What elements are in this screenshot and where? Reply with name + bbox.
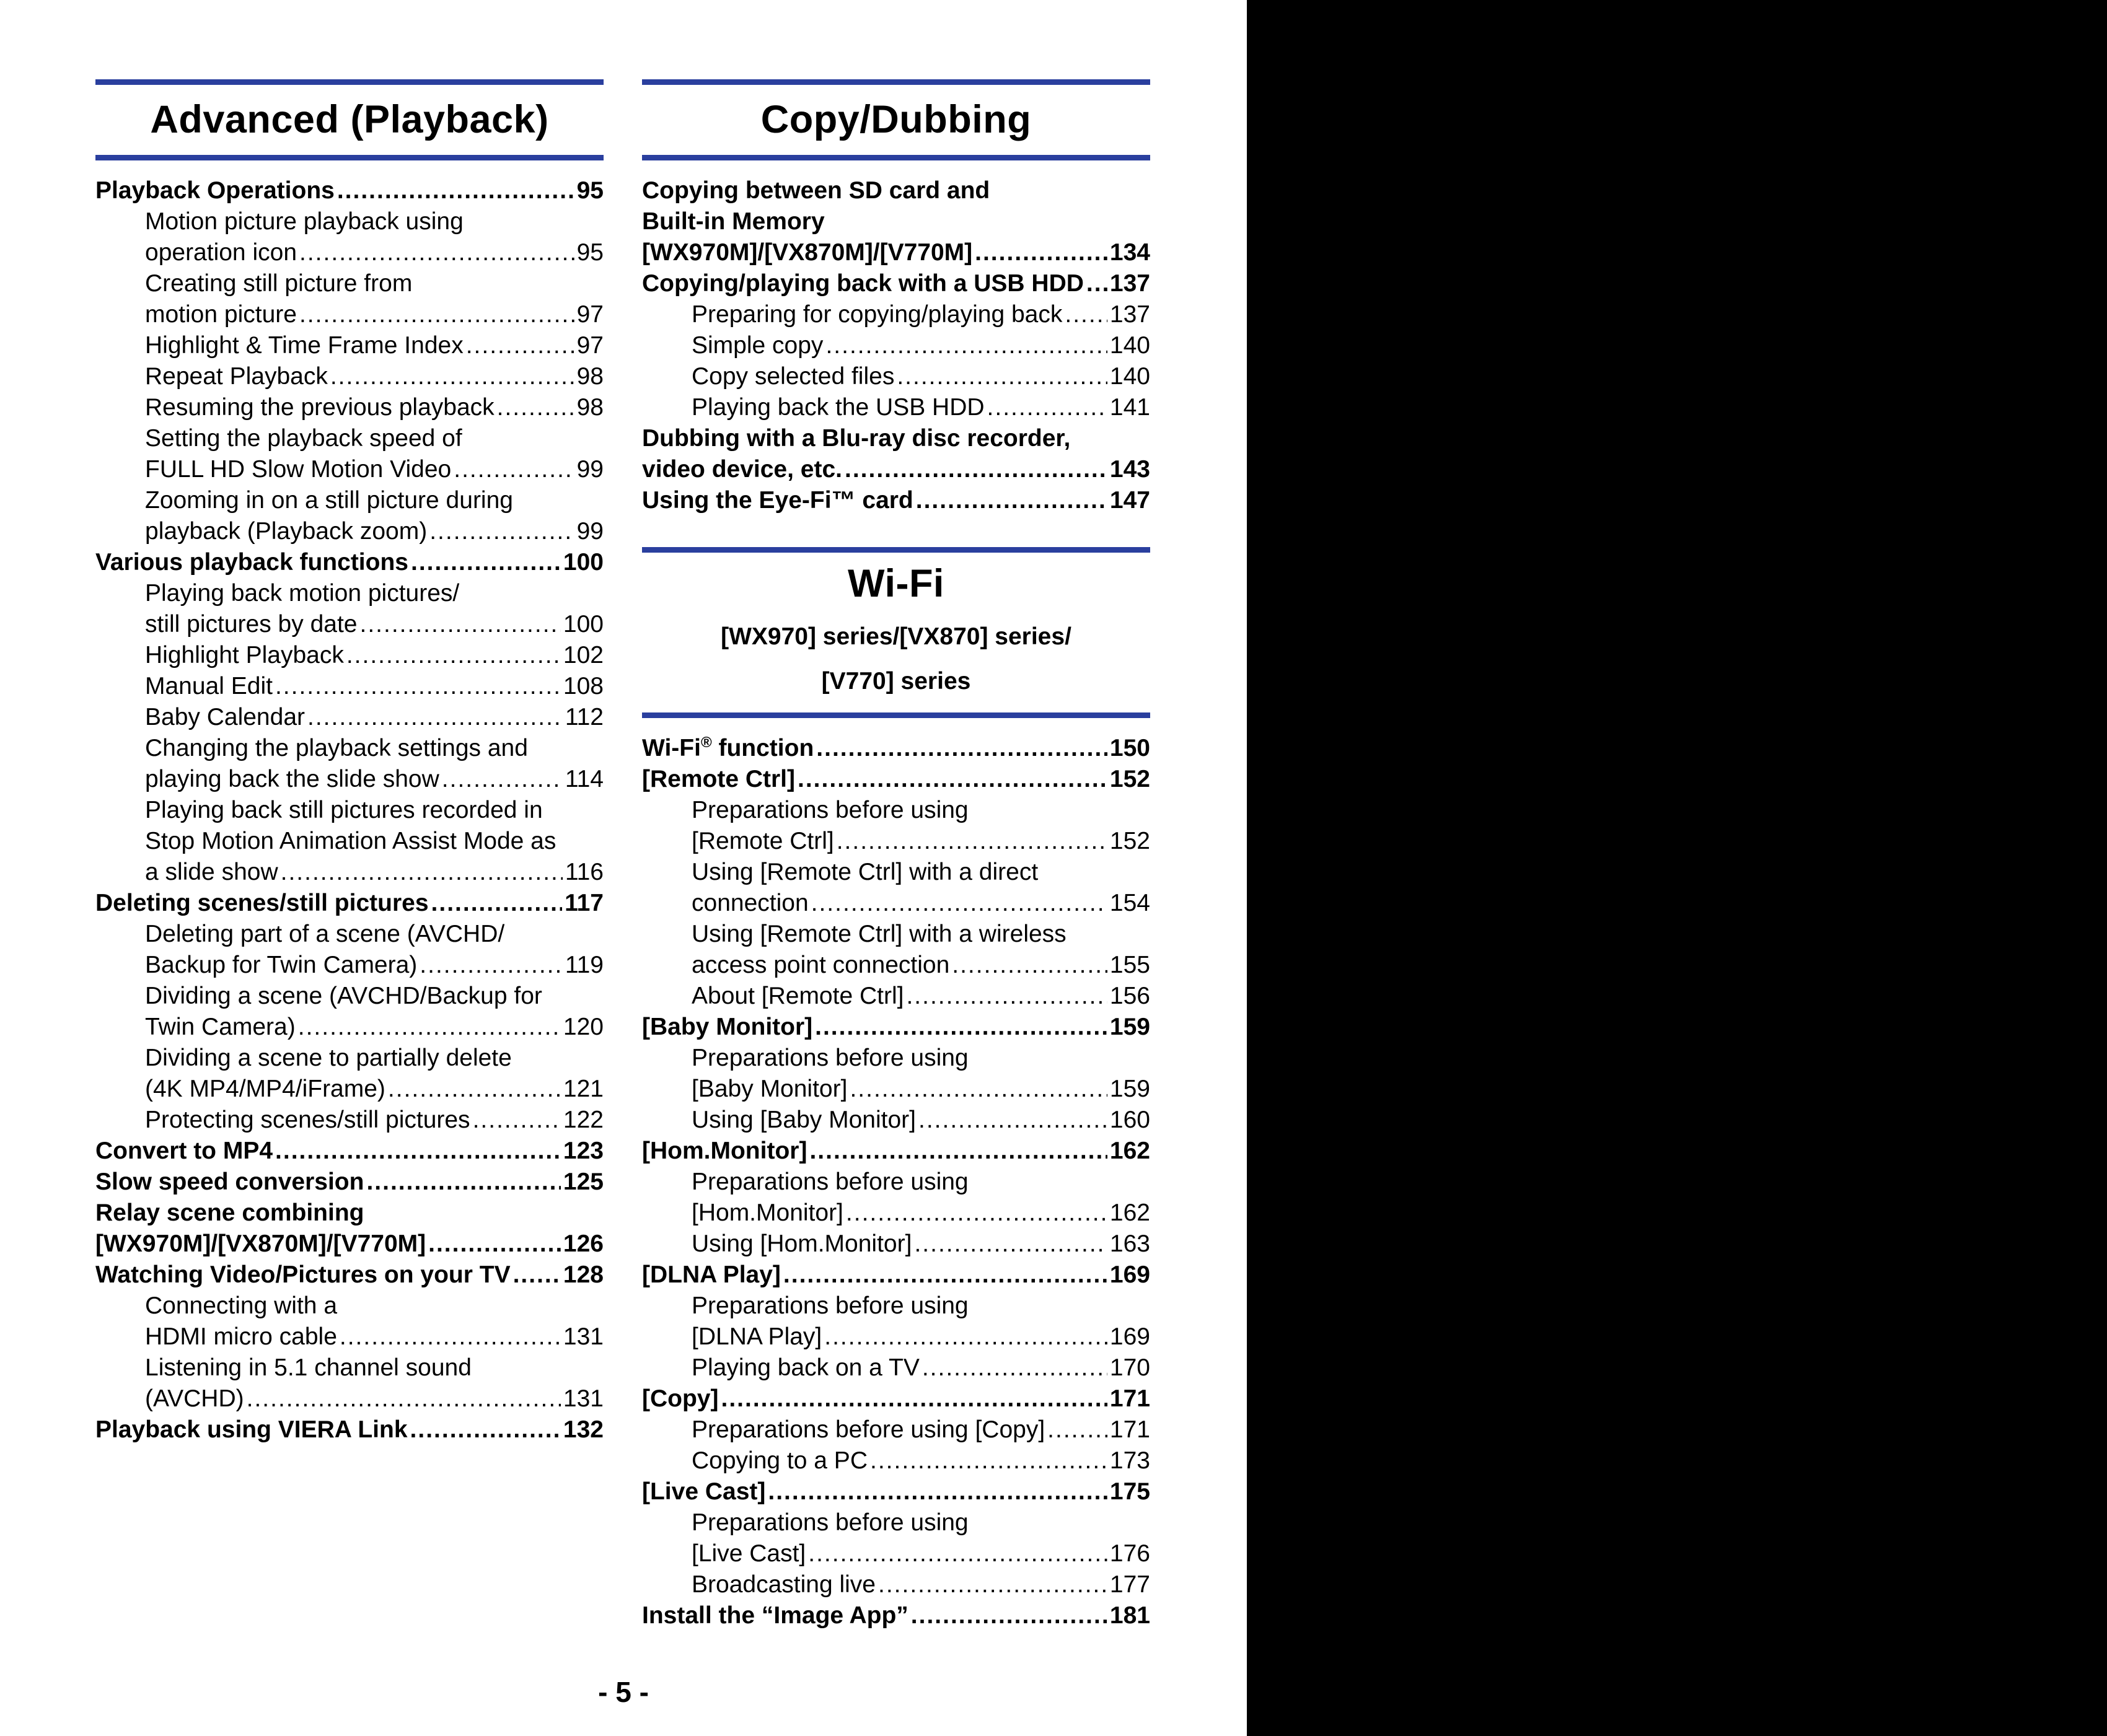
toc-entry-text-line: Dividing a scene to partially delete bbox=[145, 1045, 512, 1071]
dot-leader bbox=[346, 640, 561, 671]
toc-entry-label: [Hom.Monitor] bbox=[692, 1199, 843, 1226]
toc-entry-label: [Baby Monitor] bbox=[642, 1014, 813, 1040]
toc-heading-entry[interactable] bbox=[95, 1167, 604, 1198]
toc-subentry[interactable] bbox=[642, 1322, 1150, 1352]
header-rule-bottom bbox=[95, 155, 604, 160]
page-number: - 5 - bbox=[598, 1676, 649, 1708]
toc-entry-label: Install the “Image App” bbox=[642, 1602, 908, 1629]
toc-page-number: 170 bbox=[1109, 1354, 1150, 1381]
toc-page-number: 132 bbox=[563, 1416, 604, 1443]
dot-leader bbox=[916, 485, 1107, 516]
toc-page-number: 140 bbox=[1109, 363, 1150, 390]
dot-leader bbox=[825, 330, 1107, 361]
dot-leader bbox=[411, 547, 561, 578]
toc-page-number: 173 bbox=[1109, 1447, 1150, 1474]
toc-entry-label: Broadcasting live bbox=[692, 1571, 876, 1598]
dot-leader bbox=[298, 1012, 561, 1043]
dot-leader bbox=[299, 237, 574, 268]
dot-leader bbox=[247, 1383, 561, 1414]
toc-entry-label: Resuming the previous playback bbox=[145, 394, 495, 421]
toc-page-number: 141 bbox=[1109, 394, 1150, 421]
toc-subentry[interactable] bbox=[642, 1074, 1150, 1105]
dot-leader bbox=[330, 361, 574, 392]
toc-entry-label: [Live Cast] bbox=[692, 1540, 806, 1567]
dot-leader bbox=[497, 392, 574, 423]
toc-entry-text-line: Playing back motion pictures/ bbox=[145, 580, 460, 607]
toc-heading-entry[interactable] bbox=[642, 1136, 1150, 1167]
toc-entry-text-line: Changing the playback settings and bbox=[145, 735, 528, 761]
toc-subentry[interactable] bbox=[642, 1445, 1150, 1476]
toc-entry-label: Protecting scenes/still pictures bbox=[145, 1107, 470, 1133]
dot-leader bbox=[911, 1600, 1107, 1631]
dot-leader bbox=[870, 1445, 1107, 1476]
toc-subentry[interactable] bbox=[95, 454, 604, 485]
toc-subentry[interactable] bbox=[95, 764, 604, 795]
toc-page-number: 131 bbox=[563, 1323, 604, 1350]
toc-subentry[interactable] bbox=[642, 950, 1150, 981]
toc-page-number: 126 bbox=[563, 1230, 604, 1257]
dot-leader bbox=[808, 1538, 1107, 1569]
toc-page-number: 122 bbox=[563, 1107, 604, 1133]
toc-entry-label: Various playback functions bbox=[95, 549, 408, 576]
dot-leader bbox=[721, 1383, 1107, 1414]
toc-page-number: 143 bbox=[1109, 456, 1150, 483]
toc-subentry[interactable] bbox=[95, 640, 604, 671]
toc-entry-text-line: Connecting with a bbox=[145, 1292, 338, 1319]
dot-leader bbox=[809, 1136, 1107, 1167]
dot-leader bbox=[824, 1322, 1107, 1352]
toc-entry-label: (AVCHD) bbox=[145, 1385, 244, 1412]
dot-leader bbox=[815, 1012, 1107, 1043]
toc-entry-label: Playing back on a TV bbox=[692, 1354, 920, 1381]
toc-entry-label: Backup for Twin Camera) bbox=[145, 952, 418, 978]
toc-page-number: 102 bbox=[563, 642, 604, 669]
dot-leader bbox=[811, 888, 1107, 919]
toc-page-number: 154 bbox=[1109, 890, 1150, 916]
toc-page-number: 152 bbox=[1109, 766, 1150, 792]
toc-page-number: 121 bbox=[563, 1076, 604, 1102]
toc-heading-entry[interactable] bbox=[642, 1260, 1150, 1291]
toc-page-number: 114 bbox=[565, 766, 604, 792]
dot-leader bbox=[513, 1260, 561, 1291]
toc-page-number: 176 bbox=[1109, 1540, 1150, 1567]
toc-subentry[interactable] bbox=[642, 392, 1150, 423]
dot-leader bbox=[846, 1198, 1107, 1229]
header-rule-top bbox=[642, 547, 1150, 553]
header-rule-top bbox=[95, 79, 604, 85]
toc-entry-label: [Baby Monitor] bbox=[692, 1076, 848, 1102]
header-rule-bottom bbox=[642, 712, 1150, 718]
toc-entry-text-line: Deleting part of a scene (AVCHD/ bbox=[145, 921, 505, 947]
dot-leader bbox=[1086, 268, 1107, 299]
copy-dubbing-header bbox=[642, 79, 1150, 160]
dot-leader bbox=[914, 1229, 1107, 1260]
dot-leader bbox=[360, 609, 561, 640]
toc-subentry[interactable] bbox=[95, 1012, 604, 1043]
toc-entry-text-line: Preparations before using bbox=[692, 1168, 969, 1195]
dot-leader bbox=[783, 1260, 1107, 1291]
dot-leader bbox=[878, 1569, 1107, 1600]
toc-page-number: 171 bbox=[1109, 1385, 1150, 1412]
toc-entry-label: [WX970M]/[VX870M]/[V770M] bbox=[95, 1230, 426, 1257]
toc-entry-label: Playback using VIERA Link bbox=[95, 1416, 408, 1443]
dot-leader bbox=[816, 733, 1107, 764]
toc-entry-text-line: Preparations before using bbox=[692, 797, 969, 823]
toc-heading-entry[interactable] bbox=[642, 1383, 1150, 1414]
toc-entry-text-line: Dividing a scene (AVCHD/Backup for bbox=[145, 983, 542, 1009]
toc-entry-wifi-function[interactable] bbox=[642, 733, 1150, 764]
toc-entry-label: Using the Eye-Fi™ card bbox=[642, 487, 913, 514]
toc-entry-label: Manual Edit bbox=[145, 673, 273, 699]
toc-page-number: 120 bbox=[563, 1014, 604, 1040]
dot-leader bbox=[466, 330, 574, 361]
toc-subentry[interactable] bbox=[95, 392, 604, 423]
toc-entry-label: Playback Operations bbox=[95, 177, 335, 204]
toc-entry-label: Copy selected files bbox=[692, 363, 895, 390]
dot-leader bbox=[429, 516, 574, 547]
toc-entry-label: playing back the slide show bbox=[145, 766, 439, 792]
toc-entry-text-line: Preparations before using bbox=[692, 1045, 969, 1071]
dot-leader bbox=[388, 1074, 561, 1105]
toc-page-number: 119 bbox=[565, 952, 604, 978]
toc-subentry[interactable] bbox=[642, 1105, 1150, 1136]
header-rule-top bbox=[642, 79, 1150, 85]
toc-entry-text-line: Preparations before using bbox=[692, 1292, 969, 1319]
toc-entry-label: access point connection bbox=[692, 952, 950, 978]
toc-page-number: 163 bbox=[1109, 1230, 1150, 1257]
dot-leader bbox=[275, 671, 561, 702]
toc-heading-entry[interactable] bbox=[95, 547, 604, 578]
toc-heading-entry[interactable] bbox=[95, 1260, 604, 1291]
toc-entry-label: Preparing for copying/playing back bbox=[692, 301, 1063, 328]
toc-entry-label: Highlight Playback bbox=[145, 642, 344, 669]
toc-page-number: 112 bbox=[565, 704, 604, 730]
toc-subentry[interactable] bbox=[642, 1569, 1150, 1600]
toc-entry-text-line: Playing back still pictures recorded in bbox=[145, 797, 543, 823]
advanced-playback-header bbox=[95, 79, 604, 160]
toc-subentry[interactable] bbox=[642, 1198, 1150, 1229]
toc-subentry[interactable] bbox=[642, 1352, 1150, 1383]
toc-subentry[interactable] bbox=[642, 888, 1150, 919]
dot-leader bbox=[420, 950, 563, 981]
toc-entry-label: Slow speed conversion bbox=[95, 1168, 364, 1195]
dot-leader bbox=[410, 1414, 561, 1445]
toc-entry-text-line: Using [Remote Ctrl] with a wireless bbox=[692, 921, 1067, 947]
toc-page-number: 95 bbox=[576, 177, 604, 204]
section-subtitle-line-2: [V770] series bbox=[821, 668, 971, 695]
dot-leader bbox=[1065, 299, 1107, 330]
section-title: Advanced (Playback) bbox=[150, 98, 549, 141]
toc-entry-label: Highlight & Time Frame Index bbox=[145, 332, 464, 359]
toc-page-number: 177 bbox=[1109, 1571, 1150, 1598]
toc-page-number: 116 bbox=[565, 859, 604, 885]
right-column bbox=[642, 79, 1150, 1631]
toc-page-number: 99 bbox=[576, 518, 604, 545]
dot-leader bbox=[340, 1322, 561, 1352]
toc-page-number: 97 bbox=[576, 332, 604, 359]
toc-subentry[interactable] bbox=[642, 330, 1150, 361]
toc-page-number: 159 bbox=[1109, 1076, 1150, 1102]
toc-entry-text-line: Relay scene combining bbox=[95, 1199, 364, 1226]
dot-leader bbox=[845, 454, 1107, 485]
toc-entry-label: motion picture bbox=[145, 301, 297, 328]
toc-entry-label: Twin Camera) bbox=[145, 1014, 296, 1040]
toc-page-number: 117 bbox=[565, 890, 604, 916]
toc-entry-label: connection bbox=[692, 890, 809, 916]
toc-entry-label: Playing back the USB HDD bbox=[692, 394, 985, 421]
toc-subentry[interactable] bbox=[95, 299, 604, 330]
toc-entry-label: playback (Playback zoom) bbox=[145, 518, 428, 545]
toc-page-number: 108 bbox=[563, 673, 604, 699]
toc-entry-label: HDMI micro cable bbox=[145, 1323, 337, 1350]
toc-page-number: 137 bbox=[1109, 301, 1150, 328]
toc-heading-entry[interactable] bbox=[642, 1012, 1150, 1043]
toc-page-number: 98 bbox=[576, 394, 604, 421]
toc-entry-text-line: Motion picture playback using bbox=[145, 208, 464, 235]
toc-entry-label: Using [Baby Monitor] bbox=[692, 1107, 916, 1133]
toc-entry-label: [WX970M]/[VX870M]/[V770M] bbox=[642, 239, 973, 266]
toc-page-number: 95 bbox=[576, 239, 604, 266]
toc-entry-text-line: Listening in 5.1 channel sound bbox=[145, 1354, 472, 1381]
toc-entry-label: Deleting scenes/still pictures bbox=[95, 890, 429, 916]
toc-subentry[interactable] bbox=[95, 1383, 604, 1414]
toc-subentry[interactable] bbox=[642, 1229, 1150, 1260]
toc-page-number: 137 bbox=[1109, 270, 1150, 297]
toc-list bbox=[642, 733, 1150, 1631]
toc-page-number: 123 bbox=[563, 1138, 604, 1164]
toc-page-number: 160 bbox=[1109, 1107, 1150, 1133]
dot-leader bbox=[337, 175, 574, 206]
toc-page-number: 171 bbox=[1109, 1416, 1150, 1443]
dot-leader bbox=[299, 299, 574, 330]
dot-leader bbox=[307, 702, 563, 733]
wifi-header bbox=[642, 547, 1150, 718]
toc-subentry[interactable] bbox=[642, 826, 1150, 857]
toc-entry-label: Convert to MP4 bbox=[95, 1138, 273, 1164]
black-side-panel bbox=[1247, 0, 2107, 1736]
dot-leader bbox=[922, 1352, 1107, 1383]
toc-entry-label: [Remote Ctrl] bbox=[692, 828, 834, 854]
toc-page-number: 128 bbox=[563, 1261, 604, 1288]
toc-entry-label: video device, etc. bbox=[642, 456, 842, 483]
toc-heading-entry[interactable] bbox=[95, 1414, 604, 1445]
toc-page-number: 175 bbox=[1109, 1478, 1150, 1505]
toc-heading-entry[interactable] bbox=[642, 485, 1150, 516]
dot-leader bbox=[975, 237, 1107, 268]
left-column bbox=[95, 79, 604, 1445]
toc-subentry[interactable] bbox=[95, 516, 604, 547]
dot-leader bbox=[454, 454, 574, 485]
dot-leader bbox=[281, 857, 563, 888]
toc-page-number: 140 bbox=[1109, 332, 1150, 359]
toc-page-number: 99 bbox=[576, 456, 604, 483]
toc-entry-text-line: Zooming in on a still picture during bbox=[145, 487, 513, 514]
toc-subentry[interactable] bbox=[95, 1322, 604, 1352]
toc-page-number: 159 bbox=[1109, 1014, 1150, 1040]
toc-page-number: 100 bbox=[563, 611, 604, 638]
header-rule-bottom bbox=[642, 155, 1150, 160]
toc-subentry[interactable] bbox=[95, 330, 604, 361]
toc-entry-text-line: Built-in Memory bbox=[642, 208, 825, 235]
toc-subentry[interactable] bbox=[642, 299, 1150, 330]
dot-leader bbox=[473, 1105, 561, 1136]
toc-heading-entry[interactable] bbox=[642, 454, 1150, 485]
dot-leader bbox=[366, 1167, 560, 1198]
toc-subentry[interactable] bbox=[95, 1105, 604, 1136]
toc-page-number: 131 bbox=[563, 1385, 604, 1412]
toc-subentry[interactable] bbox=[642, 981, 1150, 1012]
dot-leader bbox=[987, 392, 1107, 423]
toc-subentry[interactable] bbox=[642, 1414, 1150, 1445]
toc-subentry[interactable] bbox=[95, 857, 604, 888]
toc-subentry[interactable] bbox=[642, 361, 1150, 392]
dot-leader bbox=[768, 1476, 1107, 1507]
toc-subentry[interactable] bbox=[95, 1074, 604, 1105]
toc-entry-text-line: Dubbing with a Blu-ray disc recorder, bbox=[642, 425, 1071, 452]
toc-page-number: 147 bbox=[1109, 487, 1150, 514]
toc-heading-entry[interactable] bbox=[642, 1600, 1150, 1631]
toc-entry-text-line: Setting the playback speed of bbox=[145, 425, 462, 452]
toc-entry-label: operation icon bbox=[145, 239, 297, 266]
toc-list bbox=[642, 175, 1150, 516]
toc-entry-text-line: Copying between SD card and bbox=[642, 177, 990, 204]
toc-heading-entry[interactable] bbox=[642, 764, 1150, 795]
toc-entry-label: FULL HD Slow Motion Video bbox=[145, 456, 452, 483]
dot-leader bbox=[275, 1136, 561, 1167]
toc-entry-label: Copying/playing back with a USB HDD bbox=[642, 270, 1084, 297]
toc-page-number: 162 bbox=[1109, 1199, 1150, 1226]
dot-leader bbox=[798, 764, 1107, 795]
toc-entry-label: Simple copy bbox=[692, 332, 824, 359]
toc-subentry[interactable] bbox=[95, 702, 604, 733]
toc-entry-label: [Live Cast] bbox=[642, 1478, 766, 1505]
dot-leader bbox=[850, 1074, 1107, 1105]
toc-page-number: 162 bbox=[1109, 1138, 1150, 1164]
toc-entry-label: Preparations before using [Copy] bbox=[692, 1416, 1045, 1443]
toc-page-number: 156 bbox=[1109, 983, 1150, 1009]
toc-entry-label: Wi-Fi® function bbox=[642, 734, 814, 761]
toc-page-number: 150 bbox=[1109, 735, 1150, 761]
toc-page-number: 169 bbox=[1109, 1261, 1150, 1288]
toc-page-number: 97 bbox=[576, 301, 604, 328]
toc-entry-label: Copying to a PC bbox=[692, 1447, 868, 1474]
toc-page-number: 169 bbox=[1109, 1323, 1150, 1350]
toc-entry-text-line: Creating still picture from bbox=[145, 270, 413, 297]
toc-entry-label: Baby Calendar bbox=[145, 704, 305, 730]
section-title: Copy/Dubbing bbox=[760, 98, 1032, 141]
toc-page-number: 181 bbox=[1109, 1602, 1150, 1629]
toc-heading-entry[interactable] bbox=[642, 1476, 1150, 1507]
toc-subentry[interactable] bbox=[95, 950, 604, 981]
section-title: Wi-Fi bbox=[848, 562, 944, 605]
dot-leader bbox=[906, 981, 1107, 1012]
section-gap bbox=[642, 516, 1150, 547]
toc-entry-text-line: Preparations before using bbox=[692, 1509, 969, 1536]
toc-entry-label: Repeat Playback bbox=[145, 363, 328, 390]
toc-subentry[interactable] bbox=[95, 671, 604, 702]
dot-leader bbox=[837, 826, 1107, 857]
section-subtitle-line-1: [WX970] series/[VX870] series/ bbox=[721, 623, 1071, 650]
toc-page-number: 152 bbox=[1109, 828, 1150, 854]
dot-leader bbox=[897, 361, 1107, 392]
toc-entry-label: a slide show bbox=[145, 859, 278, 885]
toc-heading-entry[interactable] bbox=[642, 237, 1150, 268]
dot-leader bbox=[428, 1229, 561, 1260]
toc-heading-entry[interactable] bbox=[95, 1229, 604, 1260]
toc-entry-label: Using [Hom.Monitor] bbox=[692, 1230, 912, 1257]
toc-page-number: 125 bbox=[563, 1168, 604, 1195]
toc-page-number: 100 bbox=[563, 549, 604, 576]
toc-subentry[interactable] bbox=[642, 1538, 1150, 1569]
toc-entry-label: (4K MP4/MP4/iFrame) bbox=[145, 1076, 385, 1102]
toc-subentry[interactable] bbox=[95, 361, 604, 392]
toc-entry-label: still pictures by date bbox=[145, 611, 358, 638]
toc-heading-entry[interactable] bbox=[95, 888, 604, 919]
toc-heading-entry[interactable] bbox=[95, 175, 604, 206]
dot-leader bbox=[442, 764, 563, 795]
toc-list bbox=[95, 175, 604, 1445]
toc-heading-entry[interactable] bbox=[642, 268, 1150, 299]
toc-page-number: 134 bbox=[1109, 239, 1150, 266]
toc-heading-entry[interactable] bbox=[95, 1136, 604, 1167]
dot-leader bbox=[431, 888, 563, 919]
toc-entry-label: Watching Video/Pictures on your TV bbox=[95, 1261, 511, 1288]
dot-leader bbox=[1047, 1414, 1107, 1445]
dot-leader bbox=[952, 950, 1107, 981]
toc-entry-label: [Copy] bbox=[642, 1385, 719, 1412]
toc-entry-text-line: Stop Motion Animation Assist Mode as bbox=[145, 828, 556, 854]
dot-leader bbox=[918, 1105, 1107, 1136]
toc-page-number: 98 bbox=[576, 363, 604, 390]
toc-subentry[interactable] bbox=[95, 609, 604, 640]
toc-subentry[interactable] bbox=[95, 237, 604, 268]
toc-entry-label: [Remote Ctrl] bbox=[642, 766, 796, 792]
toc-entry-label: [DLNA Play] bbox=[642, 1261, 781, 1288]
toc-entry-label: [Hom.Monitor] bbox=[642, 1138, 807, 1164]
toc-entry-label: [DLNA Play] bbox=[692, 1323, 822, 1350]
toc-page-number: 155 bbox=[1109, 952, 1150, 978]
toc-entry-text-line: Using [Remote Ctrl] with a direct bbox=[692, 859, 1039, 885]
toc-entry-label: About [Remote Ctrl] bbox=[692, 983, 904, 1009]
